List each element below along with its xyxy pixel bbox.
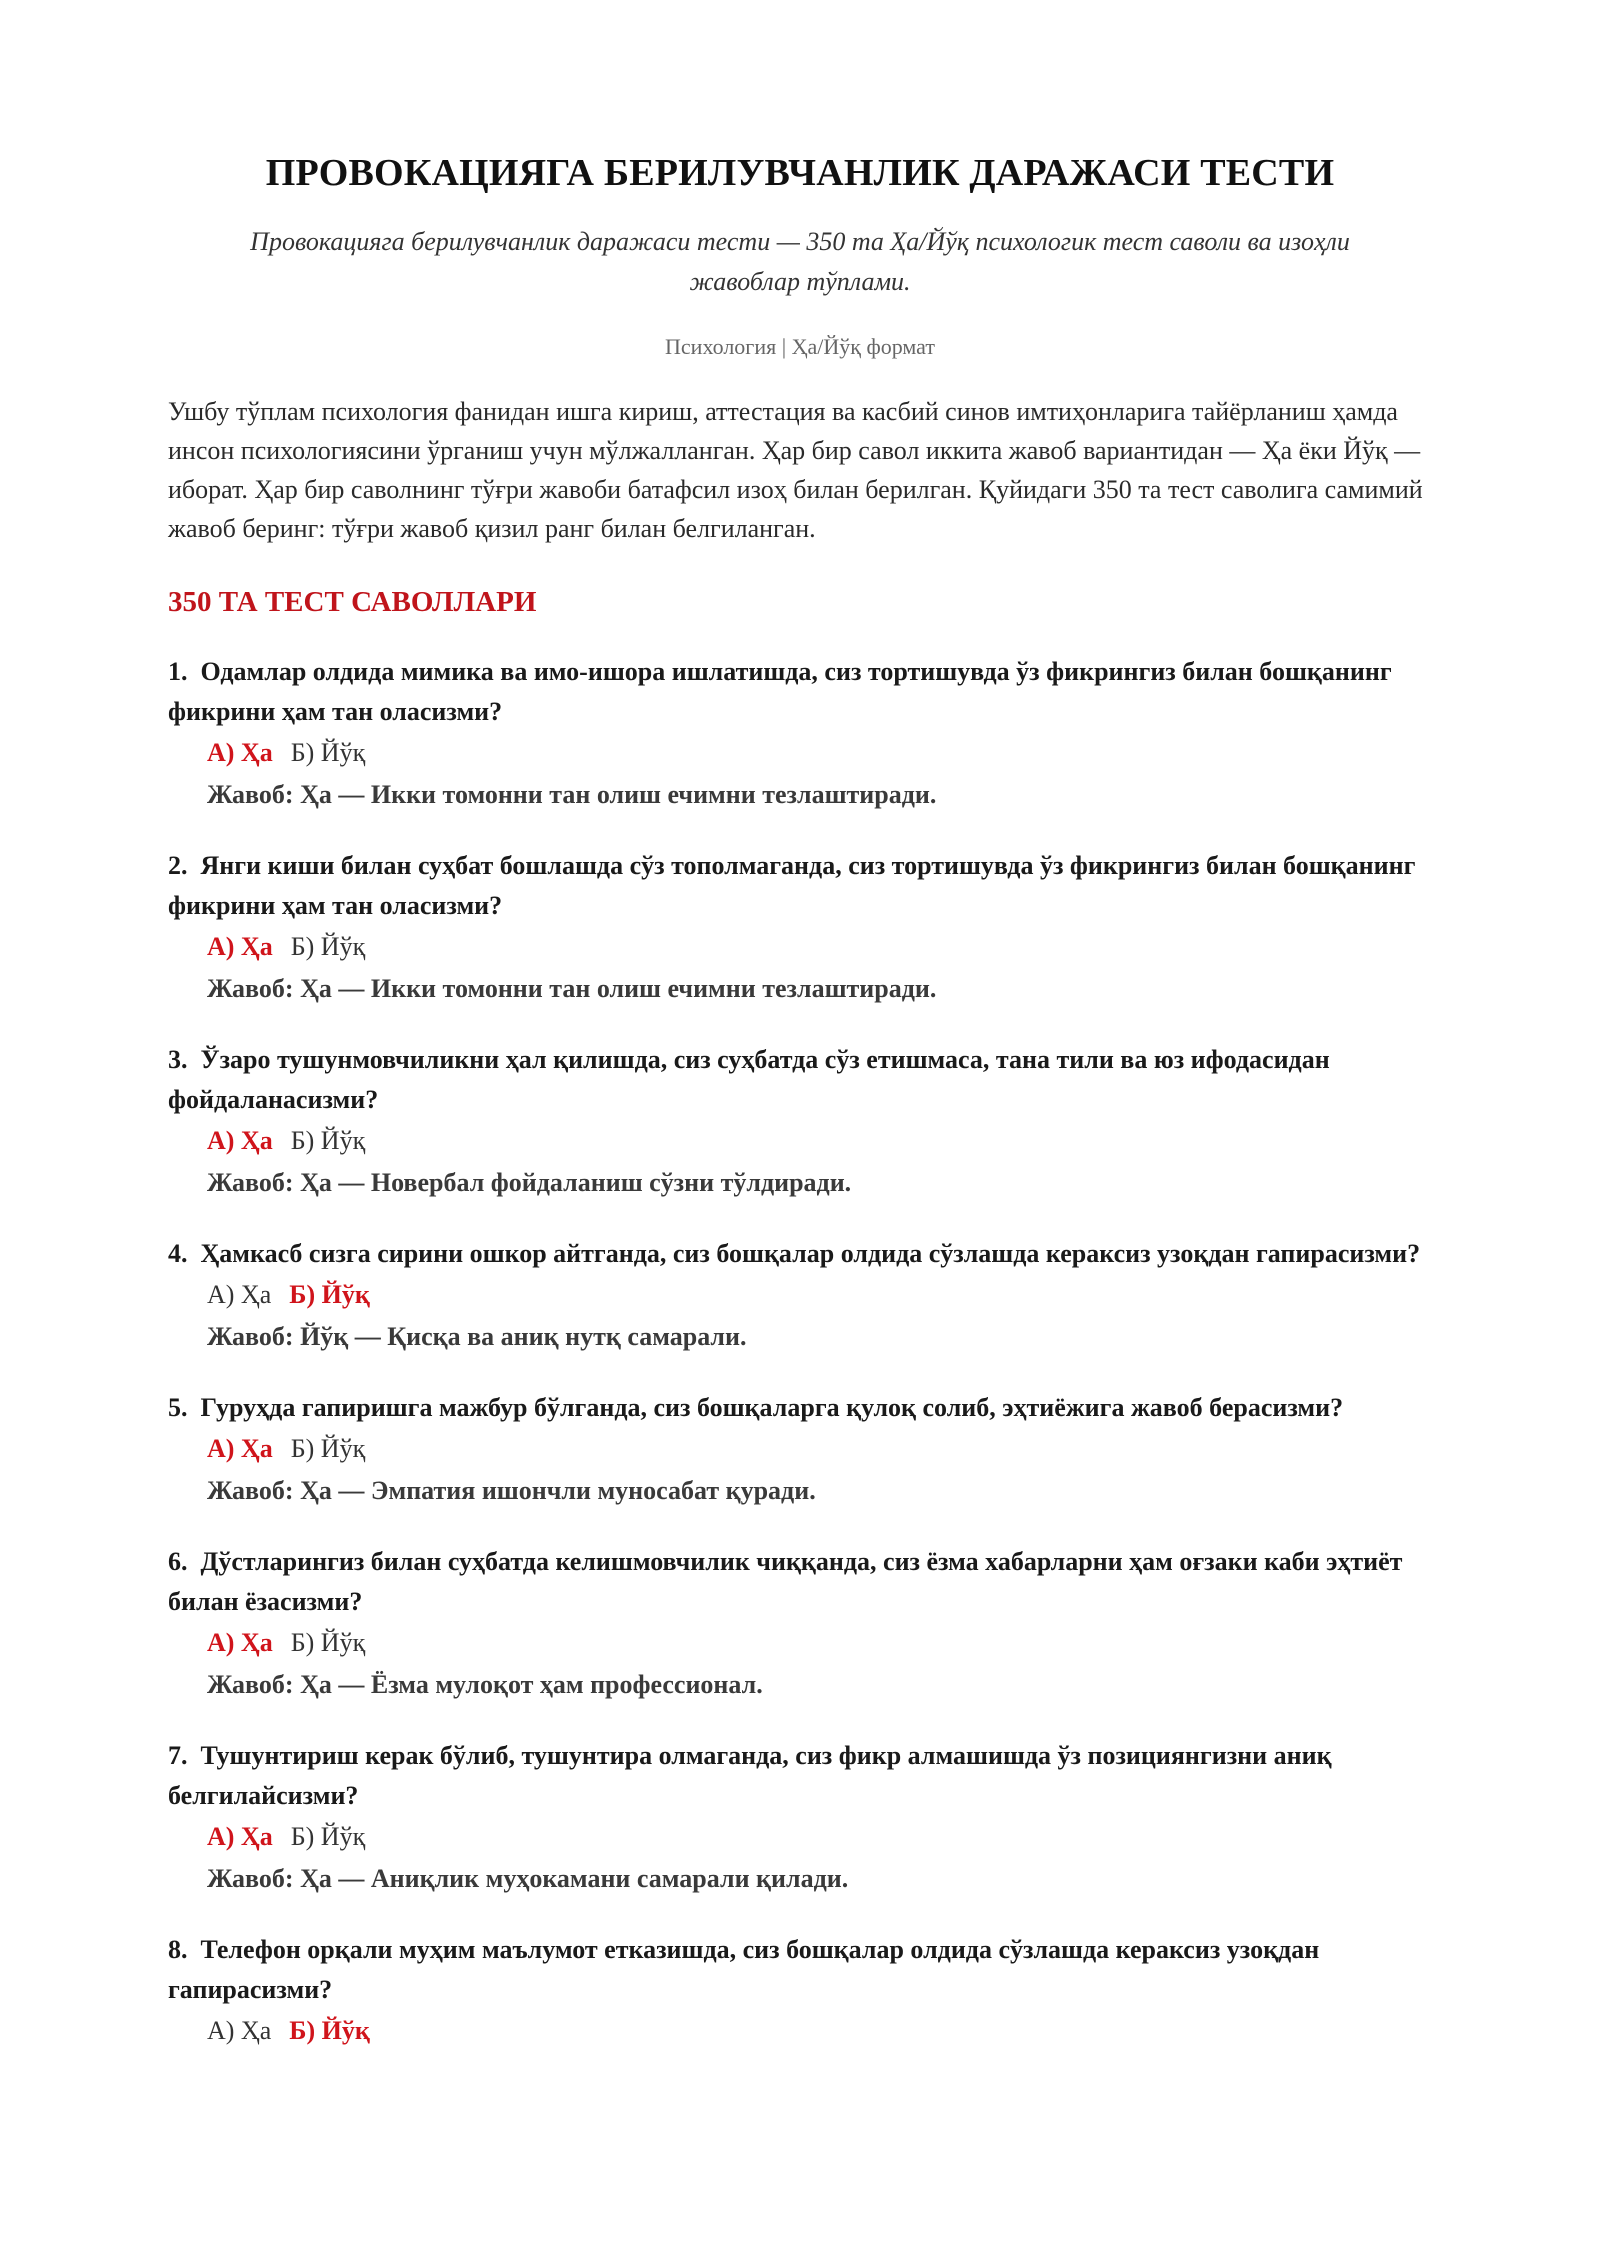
question-number: 3. [168,1045,188,1074]
question-body: Телефон орқали муҳим маълумот етказишда, сиз бошқалар олдида сўзлашда кераксиз узоқдан гапирасизми? [168,1935,1320,2004]
answer-explanation: Жавоб: Ҳа — Аниқлик муҳокамани самарали қилади. [207,1864,849,1893]
question-item [168,1040,1432,1204]
question-list [168,652,1432,2052]
option-a: А) Ҳа [207,1822,273,1851]
question-body: Дўстларингиз билан суҳбатда келишмовчилик чиққанда, сиз ёзма хабарларни ҳам оғзаки каби эҳтиёт билан ёзасизми? [168,1547,1403,1616]
question-item [168,652,1432,816]
answer-explanation: Жавоб: Ҳа — Эмпатия ишончли муносабат қуради. [207,1476,816,1505]
option-a: А) Ҳа [207,1280,272,1309]
document-page [168,150,1432,2052]
question-item [168,1930,1432,2052]
question-item [168,1388,1432,1512]
answer-options [207,1428,1432,1470]
option-b: Б) Йўқ [289,2016,370,2045]
question-number: 1. [168,657,188,686]
option-a: А) Ҳа [207,932,273,961]
question-number: 8. [168,1935,188,1964]
answer-explanation: Жавоб: Ҳа — Икки томонни тан олиш ечимни тезлаштиради. [207,974,937,1003]
question-text [168,1930,1432,2010]
question-body: Ўзаро тушунмовчиликни ҳал қилишда, сиз суҳбатда сўз етишмаса, тана тили ва юз ифодасидан фойдаланасизми? [168,1045,1330,1114]
question-text [168,1234,1432,1274]
question-number: 6. [168,1547,188,1576]
answer-explanation: Жавоб: Ҳа — Новербал фойдаланиш сўзни тўлдиради. [207,1168,852,1197]
answer-explanation: Жавоб: Йўқ — Қисқа ва аниқ нутқ самарали. [207,1322,747,1351]
section-title: 350 ТА ТЕСТ САВОЛЛАРИ [168,586,537,618]
option-b: Б) Йўқ [289,1280,370,1309]
option-a: А) Ҳа [207,738,273,767]
question-body: Одамлар олдида мимика ва имо-ишора ишлатишда, сиз тортишувда ўз фикрингиз билан бошқанинг фикрини ҳам тан оласизми? [168,657,1392,726]
question-number: 4. [168,1239,188,1268]
question-number: 2. [168,851,188,880]
question-text [168,1542,1432,1622]
question-body: Тушунтириш керак бўлиб, тушунтира олмаганда, сиз фикр алмашишда ўз позициянгизни аниқ белгилайсизми? [168,1741,1332,1810]
answer-options [207,1622,1432,1664]
answer-options [207,732,1432,774]
document-meta: Психология | Ҳа/Йўқ формат [665,334,935,359]
question-text [168,846,1432,926]
answer-explanation: Жавоб: Ҳа — Ёзма мулоқот ҳам профессионал. [207,1670,763,1699]
intro-paragraph: Ушбу тўплам психология фанидан ишга кириш, аттестация ва касбий синов имтиҳонларига тайёрланиш ҳамда инсон психологиясини ўрганиш учун мўлжалланган. Ҳар бир савол иккита жавоб вариантидан — Ҳа ёки Йўқ — иборат. Ҳар бир саволнинг тўғри жавоби батафсил изоҳ билан берилган. Қуйидаги 350 та тест саволига самимий жавоб беринг: тўғри жавоб қизил ранг билан белгиланган. [168,397,1423,543]
question-text [168,652,1432,732]
question-item [168,1542,1432,1706]
question-text [168,1736,1432,1816]
answer-options [207,926,1432,968]
option-b: Б) Йўқ [290,1628,366,1657]
option-a: А) Ҳа [207,2016,272,2045]
option-b: Б) Йўқ [290,932,366,961]
answer-options [207,1120,1432,1162]
question-body: Гуруҳда гапиришга мажбур бўлганда, сиз бошқаларга қулоқ солиб, эҳтиёжига жавоб берасизми? [200,1393,1344,1422]
option-a: А) Ҳа [207,1434,273,1463]
question-item [168,846,1432,1010]
document-title: ПРОВОКАЦИЯГА БЕРИЛУВЧАНЛИК ДАРАЖАСИ ТЕСТИ [265,152,1335,194]
option-b: Б) Йўқ [290,1434,366,1463]
answer-explanation: Жавоб: Ҳа — Икки томонни тан олиш ечимни тезлаштиради. [207,780,937,809]
question-body: Янги киши билан суҳбат бошлашда сўз тополмаганда, сиз тортишувда ўз фикрингиз билан бошқанинг фикрини ҳам тан оласизми? [168,851,1416,920]
option-b: Б) Йўқ [290,1126,366,1155]
option-b: Б) Йўқ [290,738,366,767]
question-number: 5. [168,1393,188,1422]
answer-options [207,2010,1432,2052]
question-text [168,1388,1432,1428]
option-a: А) Ҳа [207,1628,273,1657]
question-text [168,1040,1432,1120]
question-item [168,1234,1432,1358]
option-b: Б) Йўқ [290,1822,366,1851]
answer-options [207,1274,1432,1316]
question-number: 7. [168,1741,188,1770]
document-subtitle: Провокацияга берилувчанлик даражаси тести — 350 та Ҳа/Йўқ психологик тест саволи ва изоҳли жавоблар тўплами. [250,227,1350,296]
option-a: А) Ҳа [207,1126,273,1155]
answer-options [207,1816,1432,1858]
question-item [168,1736,1432,1900]
question-body: Ҳамкасб сизга сирини ошкор айтганда, сиз бошқалар олдида сўзлашда кераксиз узоқдан гапирасизми? [200,1239,1421,1268]
